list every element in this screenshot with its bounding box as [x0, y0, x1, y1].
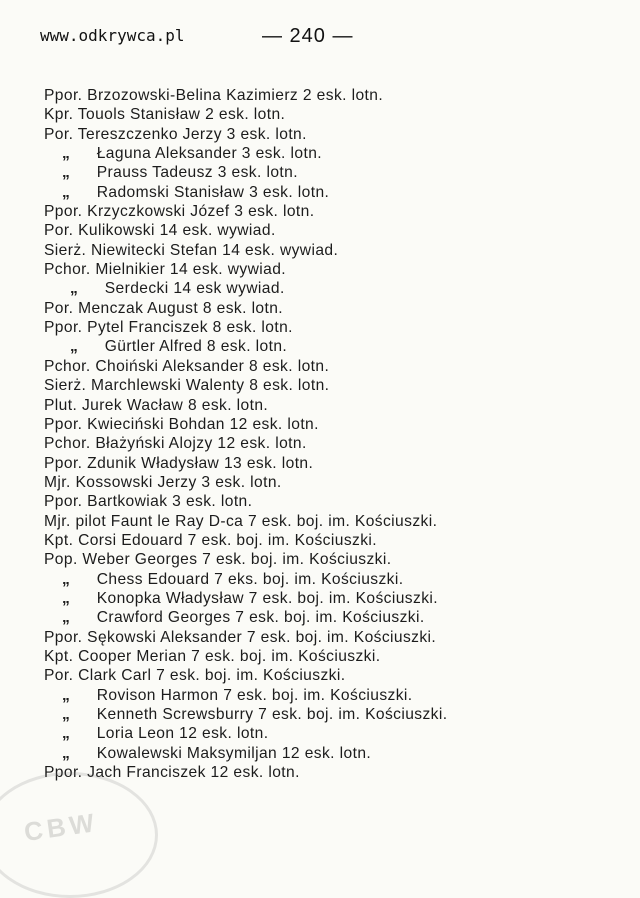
entry-text: Loria Leon 12 esk. lotn.: [96, 725, 269, 743]
rank-label: Mjr.: [44, 473, 71, 491]
roster-entry: [44, 705, 626, 724]
roster-entry: [44, 202, 626, 221]
entry-text: Rovison Harmon 7 esk. boj. im. Kościuszki.: [96, 686, 413, 704]
rank-label: Pchor.: [44, 261, 91, 279]
entry-text: Błażyński Alojzy 12 esk. lotn.: [95, 435, 307, 453]
entry-text: Crawford Georges 7 esk. boj. im. Kościuszki.: [96, 609, 425, 627]
entry-text: Choiński Aleksander 8 esk. lotn.: [95, 357, 330, 375]
roster-entry: [44, 608, 626, 627]
roster-entry: [44, 318, 626, 337]
ditto-mark: „: [62, 725, 71, 743]
roster-entry: [44, 531, 626, 550]
roster-entry: [44, 125, 626, 144]
rank-label: Sierż.: [44, 241, 87, 259]
entry-text: Gürtler Alfred 8 esk. lotn.: [104, 338, 288, 356]
entry-text: Menczak August 8 esk. lotn.: [78, 299, 284, 317]
ditto-mark: „: [62, 164, 71, 182]
entry-text: Sękowski Aleksander 7 esk. boj. im. Kościuszki.: [87, 628, 437, 646]
roster-entry: [44, 492, 626, 511]
roster-entry: [44, 396, 626, 415]
entry-text: Jach Franciszek 12 esk. lotn.: [87, 764, 300, 782]
roster-entry: [44, 357, 626, 376]
roster-entry: [44, 279, 626, 298]
entry-text: Prauss Tadeusz 3 esk. lotn.: [96, 164, 298, 182]
rank-label: Pop.: [44, 551, 78, 569]
roster-entry: [44, 763, 626, 782]
rank-label: Sierż.: [44, 377, 87, 395]
stamp-text: CBW: [22, 806, 100, 848]
ditto-mark: „: [70, 338, 79, 356]
entry-text: Kenneth Screwsburry 7 esk. boj. im. Kościuszki.: [96, 706, 448, 723]
rank-label: Ppor.: [44, 764, 83, 782]
rank-label: Ppor.: [44, 319, 83, 337]
entry-text: Mielnikier 14 esk. wywiad.: [95, 261, 287, 279]
roster-entry: [44, 415, 626, 434]
entry-text: Konopka Władysław 7 esk. boj. im. Kościuszki.: [96, 589, 438, 607]
rank-label: Pchor.: [44, 435, 91, 453]
roster-entry: [44, 434, 626, 453]
roster-entry: [44, 628, 626, 647]
entry-text: Cooper Merian 7 esk. boj. im. Kościuszki.: [78, 647, 381, 665]
rank-label: Por.: [44, 222, 74, 240]
roster-entry: [44, 144, 626, 163]
page-header: [0, 26, 640, 52]
roster-entry: [44, 260, 626, 279]
ditto-mark: „: [62, 589, 71, 607]
rank-label: Por.: [44, 125, 74, 143]
roster-entry: [44, 666, 626, 685]
entry-text: Niewitecki Stefan 14 esk. wywiad.: [91, 241, 339, 259]
entry-text: Łaguna Aleksander 3 esk. lotn.: [96, 145, 322, 163]
rank-label: Ppor.: [44, 415, 83, 433]
rank-label: Ppor.: [44, 454, 83, 472]
roster-entry: [44, 570, 626, 589]
ditto-mark: „: [62, 570, 71, 588]
rank-label: Ppor.: [44, 87, 83, 104]
roster-entry: [44, 550, 626, 569]
ditto-mark: „: [62, 145, 71, 163]
roster-entry: [44, 376, 626, 395]
rank-label: Ppor.: [44, 628, 83, 646]
roster-entry: [44, 647, 626, 666]
entry-text: Chess Edouard 7 eks. boj. im. Kościuszki.: [96, 570, 404, 588]
roster-entry: [44, 299, 626, 318]
roster-entry: [44, 454, 626, 473]
ditto-mark: „: [62, 706, 71, 723]
roster-entry: [44, 724, 626, 743]
entry-text: Touols Stanisław 2 esk. lotn.: [77, 106, 286, 124]
entry-text: Tereszczenko Jerzy 3 esk. lotn.: [77, 125, 307, 143]
roster-entry: [44, 473, 626, 492]
ditto-mark: „: [62, 686, 71, 704]
entry-text: Weber Georges 7 esk. boj. im. Kościuszki.: [82, 551, 392, 569]
rank-label: Kpt.: [44, 531, 74, 549]
entry-text: Pytel Franciszek 8 esk. lotn.: [87, 319, 293, 337]
entry-text: Corsi Edouard 7 esk. boj. im. Kościuszki.: [78, 531, 378, 549]
entry-text: Kwieciński Bohdan 12 esk. lotn.: [87, 415, 319, 433]
entry-text: Serdecki 14 esk wywiad.: [104, 280, 285, 298]
entry-text: Kulikowski 14 esk. wywiad.: [78, 222, 276, 240]
rank-label: Mjr.: [44, 512, 71, 530]
entry-text: pilot Faunt le Ray D-ca 7 esk. boj. im. Kościuszki.: [75, 512, 438, 530]
entry-text: Zdunik Władysław 13 esk. lotn.: [87, 454, 314, 472]
page-number: — 240 —: [262, 25, 354, 47]
entry-text: Clark Carl 7 esk. boj. im. Kościuszki.: [78, 667, 346, 685]
ditto-mark: „: [62, 183, 71, 201]
roster-entry: [44, 337, 626, 356]
rank-label: Por.: [44, 299, 74, 317]
entry-text: Brzozowski-Belina Kazimierz 2 esk. lotn.: [87, 87, 384, 104]
roster-entry: [44, 105, 626, 124]
entry-text: Marchlewski Walenty 8 esk. lotn.: [91, 377, 330, 395]
roster-entry: [44, 183, 626, 202]
rank-label: Por.: [44, 667, 74, 685]
roster-entry: [44, 86, 626, 105]
entry-text: Jurek Wacław 8 esk. lotn.: [81, 396, 269, 414]
entry-text: Krzyczkowski Józef 3 esk. lotn.: [87, 203, 315, 221]
rank-label: Ppor.: [44, 203, 83, 221]
rank-label: Kpr.: [44, 106, 74, 124]
roster-entry: [44, 589, 626, 608]
site-url: www.odkrywca.pl: [40, 26, 185, 45]
roster-entry: [44, 744, 626, 763]
entry-text: Kowalewski Maksymiljan 12 esk. lotn.: [96, 744, 372, 762]
rank-label: Pchor.: [44, 357, 91, 375]
roster-entry: [44, 686, 626, 705]
ditto-mark: „: [70, 280, 79, 298]
roster-entry: [44, 512, 626, 531]
entry-text: Radomski Stanisław 3 esk. lotn.: [96, 183, 330, 201]
roster-entry: [44, 163, 626, 182]
rank-label: Ppor.: [44, 493, 83, 511]
roster-list: [44, 86, 626, 782]
rank-label: Kpt.: [44, 647, 74, 665]
entry-text: Kossowski Jerzy 3 esk. lotn.: [75, 473, 282, 491]
ditto-mark: „: [62, 609, 71, 627]
roster-entry: [44, 241, 626, 260]
entry-text: Bartkowiak 3 esk. lotn.: [87, 493, 253, 511]
ditto-mark: „: [62, 744, 71, 762]
roster-entry: [44, 221, 626, 240]
rank-label: Plut.: [44, 396, 78, 414]
